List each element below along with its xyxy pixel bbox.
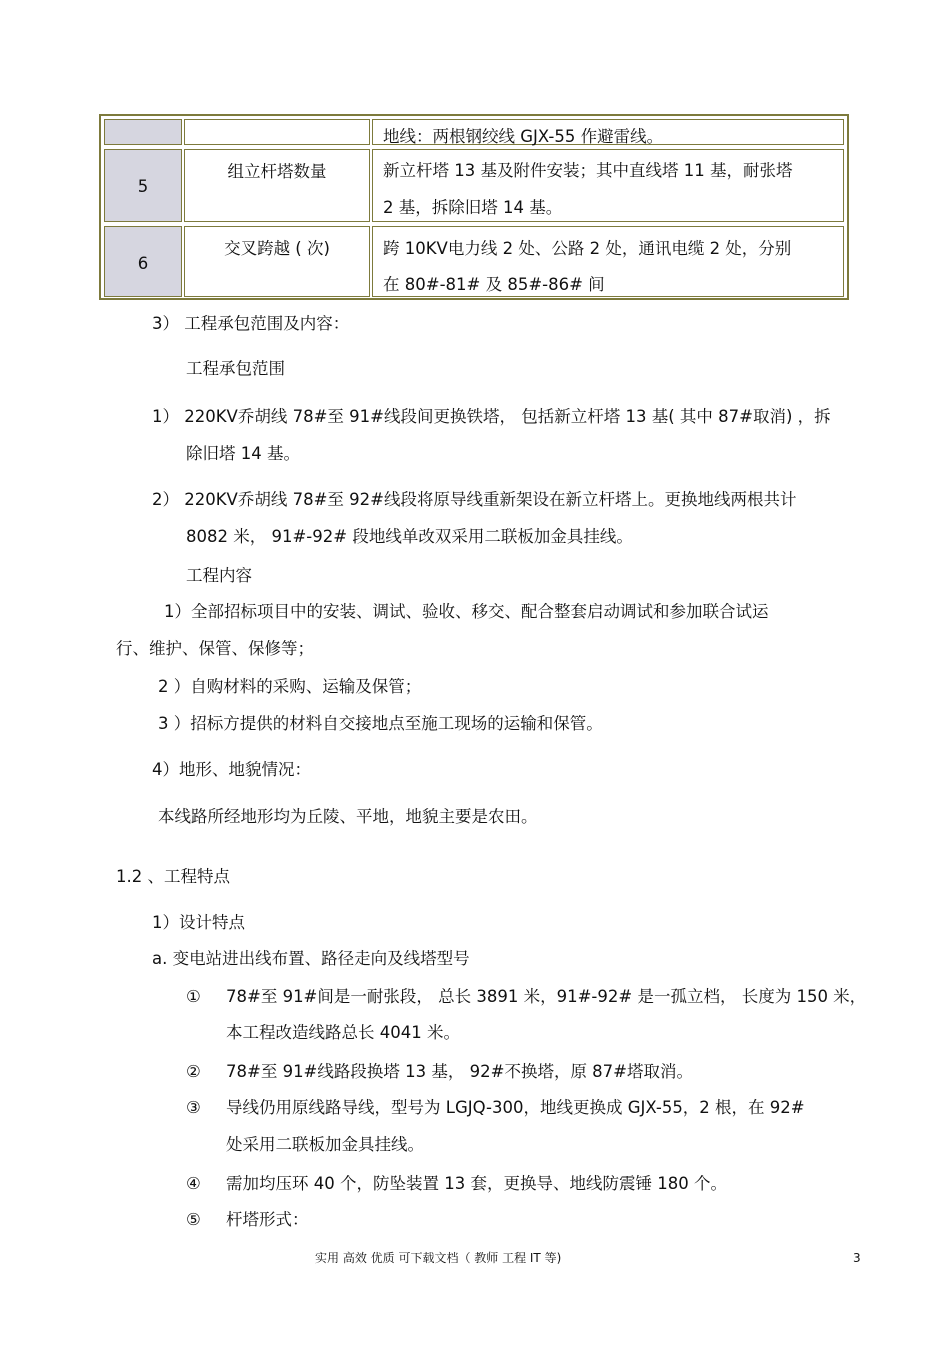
footer-text: 实用 高效 优质 可下载文档（ 教师 工程 IT 等) [315, 1251, 562, 1265]
scope-title: 工程承包范围 [186, 359, 285, 378]
detail-line: 地线：两根钢绞线 GJX-55 作避雷线。 [383, 127, 664, 146]
scope-item-1-line2: 除旧塔 14 基。 [186, 444, 300, 463]
content-item-3: 3 ）招标方提供的材料自交接地点至施工现场的运输和保管。 [158, 714, 603, 733]
item-5-line1: 杆塔形式： [226, 1210, 309, 1229]
item-2-line1: 78#至 91#线路段换塔 13 基， 92#不换塔，原 87#塔取消。 [226, 1062, 694, 1081]
section-heading-terrain: 4）地形、地貌情况： [152, 760, 311, 779]
item-3-line1: 导线仍用原线路导线，型号为 LGJQ-300，地线更换成 GJX-55，2 根，在 92# [226, 1098, 805, 1117]
item-mark: ① [186, 987, 201, 1006]
terrain-text: 本线路所经地形均为丘陵、平地，地貌主要是农田。 [158, 807, 538, 826]
item-1-line2: 本工程改造线路总长 4041 米。 [226, 1023, 460, 1042]
item-1-line1: 78#至 91#间是一耐张段， 总长 3891 米，91#-92# 是一孤立档， 长度为 150 米， [226, 987, 867, 1006]
item-mark: ⑤ [186, 1210, 201, 1229]
item-cell: 交叉跨越 ( 次) [184, 226, 370, 297]
scope-item-1-line1: 1） 220KV乔胡线 78#至 91#线段间更换铁塔， 包括新立杆塔 13 基( 其中 87#取消) ，拆 [152, 407, 831, 426]
row-number-cell [104, 119, 182, 145]
detail-cell [372, 226, 844, 297]
detail-cell [372, 149, 844, 222]
item-mark: ③ [186, 1098, 201, 1117]
table-row [101, 223, 847, 300]
row-number-cell: 5 [104, 149, 182, 222]
item-cell [184, 119, 370, 145]
item-4-line1: 需加均压环 40 个，防坠装置 13 套，更换导、地线防震锤 180 个。 [226, 1174, 727, 1193]
section-heading-features: 1.2 、工程特点 [116, 867, 230, 886]
detail-cell [372, 119, 844, 145]
design-subheading: a. 变电站进出线布置、路径走向及线塔型号 [152, 949, 470, 968]
content-item-1-line2: 行、维护、保管、保修等； [116, 639, 314, 658]
design-heading: 1）设计特点 [152, 913, 245, 932]
scope-item-2-line2: 8082 米， 91#-92# 段地线单改双采用二联板加金具挂线。 [186, 527, 633, 546]
item-3-line2: 处采用二联板加金具挂线。 [226, 1135, 424, 1154]
item-mark: ② [186, 1062, 201, 1081]
section-heading-scope: 3） 工程承包范围及内容： [152, 314, 350, 333]
item-mark: ④ [186, 1174, 201, 1193]
content-title: 工程内容 [186, 566, 252, 585]
detail-line: 在 80#-81# 及 85#-86# 间 [383, 275, 605, 294]
detail-line: 2 基，拆除旧塔 14 基。 [383, 198, 563, 217]
item-cell: 组立杆塔数量 [184, 149, 370, 222]
table-row [101, 116, 847, 148]
detail-line: 新立杆塔 13 基及附件安装；其中直线塔 11 基，耐张塔 [383, 161, 793, 180]
detail-line: 跨 10KV电力线 2 处、公路 2 处，通讯电缆 2 处，分别 [383, 239, 792, 258]
table-row [101, 146, 847, 225]
scope-item-2-line1: 2） 220KV乔胡线 78#至 92#线段将原导线重新架设在新立杆塔上。更换地线两根共计 [152, 490, 797, 509]
content-item-2: 2 ）自购材料的采购、运输及保管； [158, 677, 422, 696]
row-number-cell: 6 [104, 226, 182, 297]
page-number: 3 [853, 1251, 861, 1265]
specs-table [99, 114, 849, 300]
content-item-1-line1: 1）全部招标项目中的安装、调试、验收、移交、配合整套启动调试和参加联合试运 [164, 602, 769, 621]
